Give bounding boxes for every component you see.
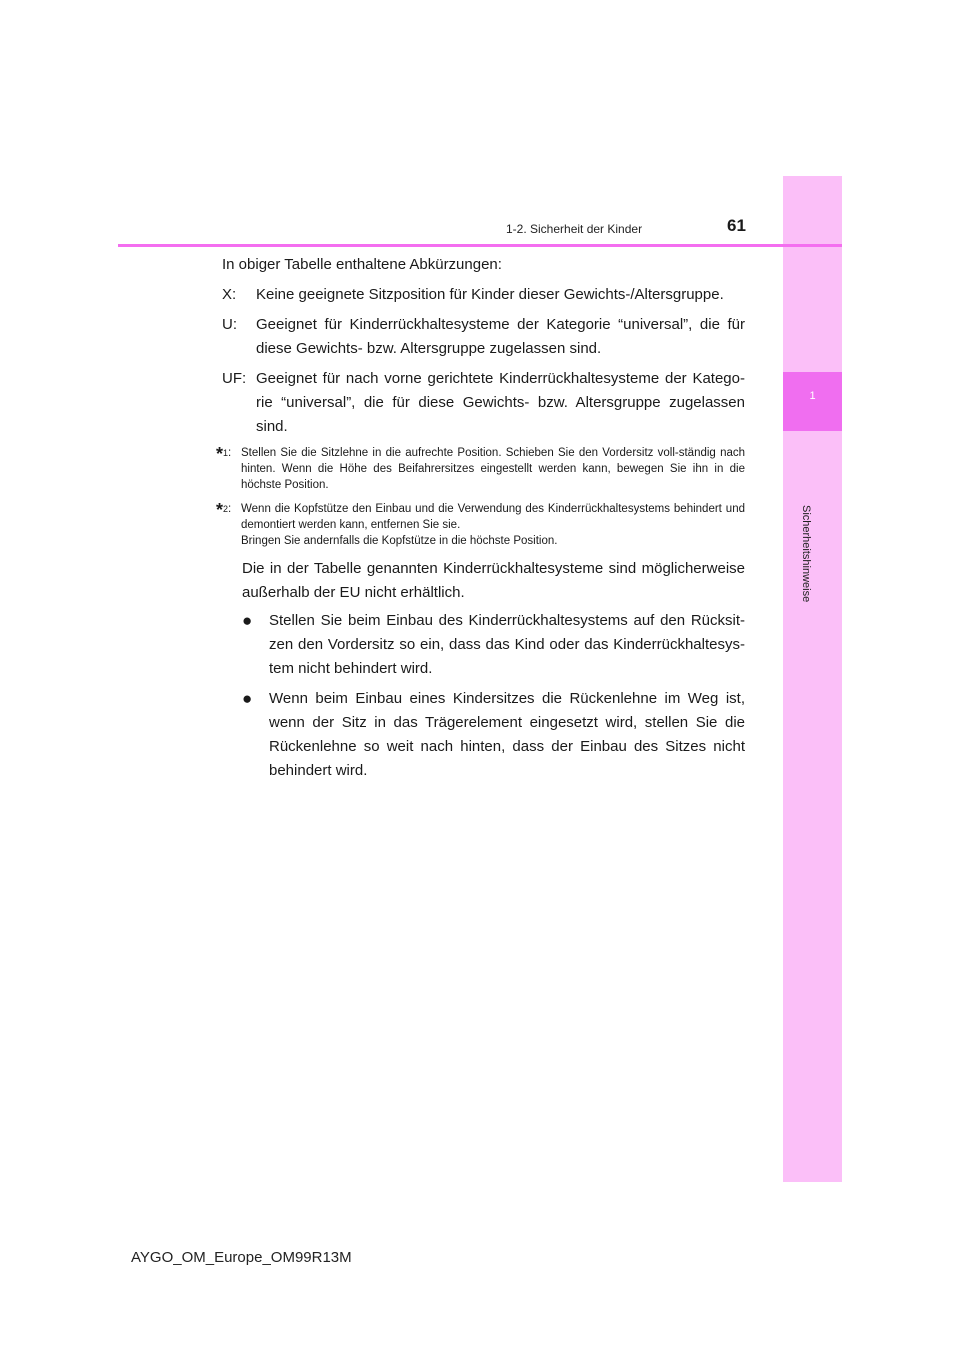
abbreviation-text: Keine geeignete Sitzposition für Kinder dieser Gewichts-/Altersgruppe. (256, 286, 724, 303)
bullet-icon: ● (242, 611, 253, 630)
footnote-1 (216, 444, 745, 493)
document-id: AYGO_OM_Europe_OM99R13M (131, 1249, 352, 1266)
abbreviations-intro: In obiger Tabelle enthaltene Abkürzungen: (222, 256, 502, 273)
chapter-side-tab (783, 176, 842, 1182)
header-rule (118, 244, 842, 247)
chapter-number: 1 (809, 390, 816, 402)
abbreviation-item (222, 283, 745, 307)
footnote-marker: *2: (216, 500, 232, 520)
chapter-label: Sicherheitshinweise (800, 505, 812, 603)
bullet-icon: ● (242, 689, 253, 708)
bullet-text: Stellen Sie beim Einbau des Kinderrückhaltesystems auf den Rücksit-zen den Vordersitz so ein, dass das Kind oder das Kinderrückhaltesys-tem nicht behindert wird. (269, 612, 745, 677)
bullet-item (242, 687, 745, 783)
section-title: 1-2. Sicherheit der Kinder (506, 222, 643, 236)
footnote-text: Stellen Sie die Sitzlehne in die aufrechte Position. Schieben Sie den Vordersitz voll-ständig nach hinten. Wenn die Höhe des Beifahrersitzes eingestellt werden kann, bewegen Sie ihn in die höchste Position. (241, 447, 745, 491)
abbreviation-item (222, 313, 745, 361)
page-number: 61 (727, 216, 746, 235)
availability-note: Die in der Tabelle genannten Kinderrückhaltesysteme sind möglicherweise außerhalb der EU nicht erhältlich. (242, 560, 745, 601)
abbreviation-key: U: (222, 316, 237, 333)
footnote-marker: *1: (216, 444, 232, 464)
abbreviation-item (222, 367, 745, 439)
abbreviation-text: Geeignet für Kinderrückhaltesysteme der Kategorie “universal”, die für diese Gewichts- bzw. Altersgruppe zugelassen sind. (256, 316, 745, 357)
footnote-text: Wenn die Kopfstütze den Einbau und die Verwendung des Kinderrückhaltesystems behindert und demontiert werden kann, entfernen Sie sie. Bringen Sie andernfalls die Kopfstütze in die höchste Position. (241, 503, 745, 547)
page-body (216, 253, 745, 789)
abbreviation-text: Geeignet für nach vorne gerichtete Kinderrückhaltesysteme der Katego-rie “universal”, die für diese Gewichts- bzw. Altersgruppe zugelassen sind. (256, 370, 745, 435)
footnotes (216, 444, 745, 549)
bullet-text: Wenn beim Einbau eines Kindersitzes die Rückenlehne im Weg ist, wenn der Sitz in das Trägerelement eingesetzt wird, stellen Sie die Rückenlehne so weit nach hinten, dass der Einbau des Sitzes nicht behindert wird. (269, 690, 745, 779)
abbreviation-key: UF: (222, 370, 247, 387)
bullet-item (242, 609, 745, 681)
footnote-2 (216, 500, 745, 549)
abbreviation-key: X: (222, 286, 237, 303)
